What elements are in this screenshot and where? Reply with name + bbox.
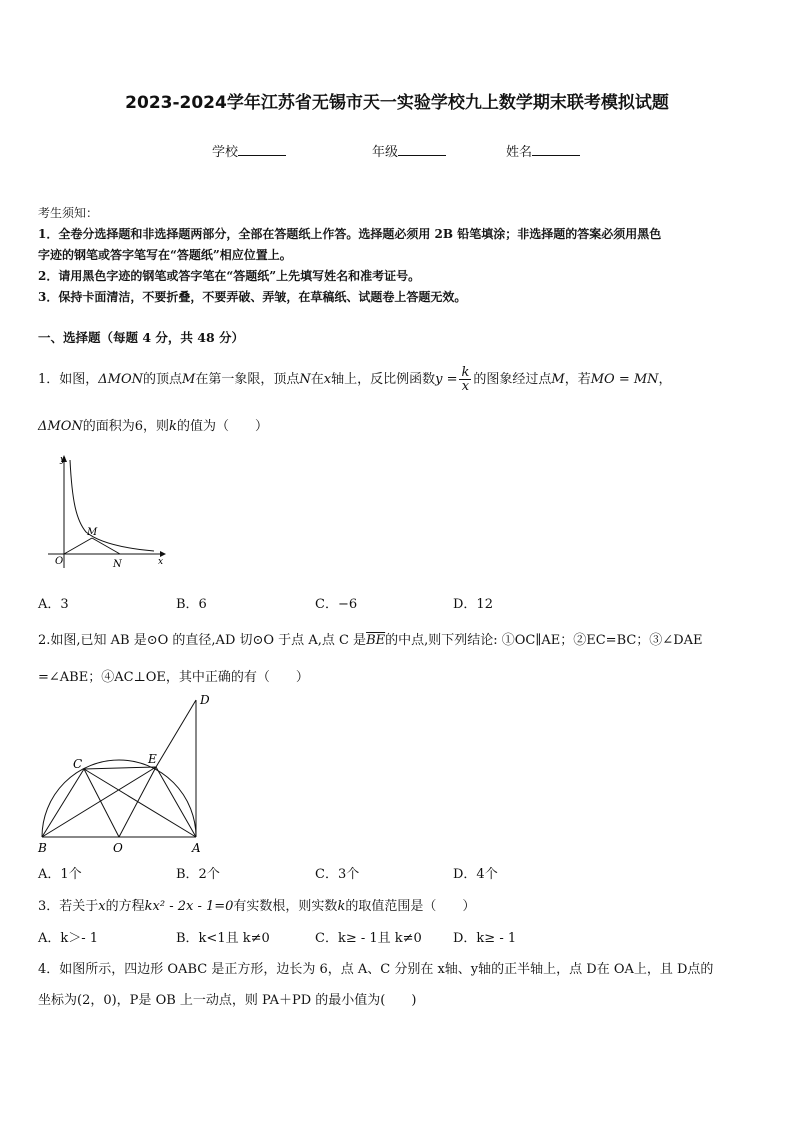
q2-chord-bc	[42, 769, 84, 837]
q2-chord-ce	[84, 767, 156, 769]
q2-stem-line1: 2.如图,已知 AB 是⊙O 的直径,AD 切⊙O 于点 A,点 C 是$\overline{BE}$的中点,则下列结论: ①OC∥AE；②EC=BC；③∠DAE	[38, 633, 703, 648]
q2-label-c: C	[73, 757, 83, 771]
q3-stem: 3．若关于x的方程kx² - 2x - 1=0有实数根，则实数k的取值范围是（ ）	[38, 899, 476, 914]
q1-label-n: N	[113, 559, 122, 570]
q1-stem-line2: ΔMON的面积为6，则k的值为（ ）	[38, 419, 268, 434]
q2-semicircle	[42, 760, 196, 837]
school-blank	[238, 143, 286, 156]
q1-option-c[interactable]: C．−6	[315, 597, 358, 612]
q3-option-a[interactable]: A．k＞- 1	[38, 931, 99, 946]
q1-label-x: x	[158, 557, 164, 567]
notes-heading: 考生须知：	[38, 206, 99, 220]
q2-option-c[interactable]: C．3个	[315, 867, 360, 882]
note-1a: 1．全卷分选择题和非选择题两部分，全部在答题纸上作答。选择题必须用 2B 铅笔填涂；非选择题的答案必须用黑色	[38, 227, 662, 241]
q1-option-b[interactable]: B．6	[176, 597, 207, 612]
q4-stem-line1: 4．如图所示，四边形 OABC 是正方形，边长为 6，点 A、C 分别在 x轴、y轴的正半轴上，点 D在 OA上，且 D点的	[38, 962, 714, 977]
grade-field	[372, 141, 446, 160]
q1-segment-mn	[92, 538, 120, 554]
section-heading: 一、选择题（每题 4 分，共 48 分）	[38, 330, 245, 345]
exam-title: 2023-2024学年江苏省无锡市天一实验学校九上数学期末联考模拟试题	[125, 93, 669, 113]
q3-option-b[interactable]: B．k<1且 k≠0	[176, 931, 270, 946]
school-field	[212, 141, 286, 160]
q1-hyperbola	[70, 460, 154, 551]
q1-fraction: $\frac{k}{x}$	[461, 365, 470, 394]
q2-arc-be: $\overline{BE}$	[366, 633, 386, 648]
note-1b: 字迹的钢笔或答字笔写在“答题纸”相应位置上。	[38, 248, 292, 262]
q3-option-c[interactable]: C．k≥ - 1且 k≠0	[315, 931, 422, 946]
q1-option-d[interactable]: D．12	[453, 597, 493, 612]
q2-label-d: D	[200, 693, 210, 707]
q1-segment-om	[64, 538, 92, 554]
name-field	[506, 141, 580, 160]
q1-option-a[interactable]: A．3	[38, 597, 69, 612]
name-label: 姓名	[506, 145, 533, 160]
q1-label-y: y	[60, 455, 66, 465]
q2-label-o: O	[113, 841, 123, 855]
q2-label-a: A	[192, 841, 201, 855]
q2-figure	[34, 690, 224, 856]
note-2: 2．请用黑色字迹的钢笔或答字笔在“答题纸”上先填写姓名和准考证号。	[38, 269, 421, 283]
q1-stem-line1: 1．如图，ΔMON的顶点M在第一象限，顶点N在x轴上，反比例函数y = $\frac{k}{x}$ 的图象经过点M，若MO = MN，	[38, 365, 672, 394]
q2-label-b: B	[38, 841, 47, 855]
q1-figure	[40, 450, 170, 575]
q1-label-m: M	[87, 527, 98, 538]
grade-label: 年级	[372, 145, 399, 160]
q2-option-d[interactable]: D．4个	[453, 867, 498, 882]
exam-notes	[38, 203, 758, 308]
q2-option-a[interactable]: A．1个	[38, 867, 82, 882]
school-label: 学校	[212, 145, 239, 160]
q1-label-o: O	[55, 556, 64, 567]
q2-segment-oe	[119, 767, 156, 837]
note-3: 3．保持卡面清洁，不要折叠，不要弄破、弄皱，在草稿纸、试题卷上答题无效。	[38, 290, 467, 304]
q2-chord-ae	[156, 767, 196, 837]
q2-label-e: E	[148, 752, 157, 766]
q2-segment-de	[156, 700, 196, 767]
q3-option-d[interactable]: D．k≥ - 1	[453, 931, 517, 946]
q2-stem-line2: =∠ABE；④AC⊥OE，其中正确的有（ ）	[38, 670, 309, 685]
q2-option-b[interactable]: B．2个	[176, 867, 220, 882]
q4-stem-line2: 坐标为(2，0)，P是 OB 上一动点，则 PA＋PD 的最小值为( )	[38, 993, 417, 1008]
name-blank	[532, 143, 580, 156]
q2-chord-ac	[84, 769, 196, 837]
grade-blank	[398, 143, 446, 156]
